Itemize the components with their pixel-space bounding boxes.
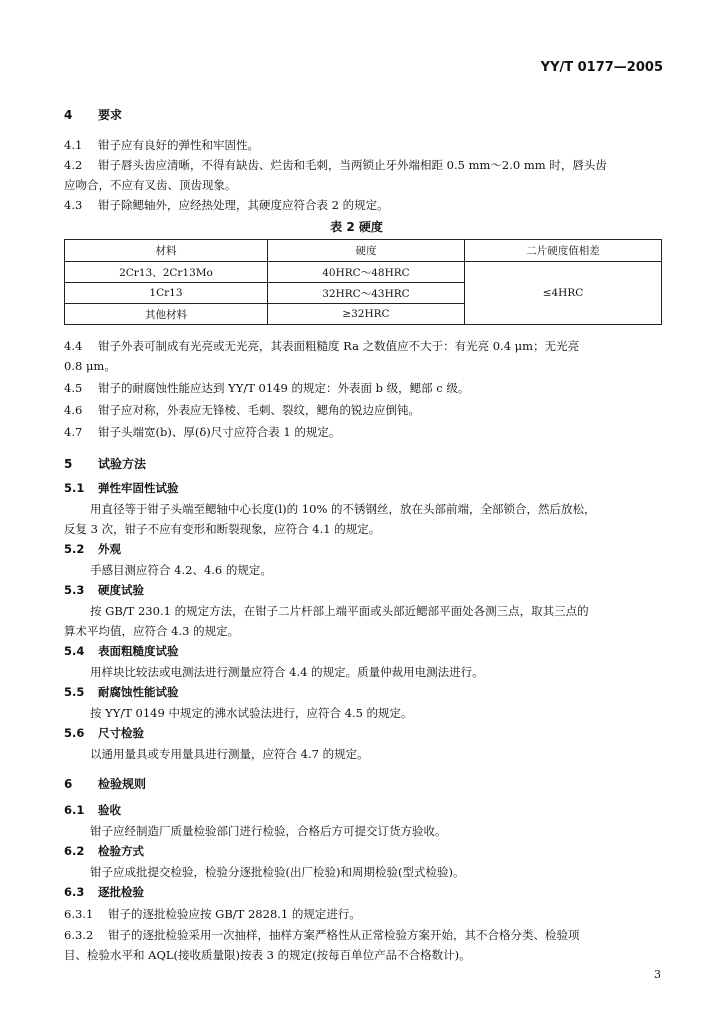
clause-5-2-text: 手感目测应符合 4.2、4.6 的规定。 — [90, 563, 272, 577]
clause-5-3-cont: 算术平均值，应符合 4.3 的规定。 — [64, 624, 240, 638]
section-5-heading: 5 试验方法 — [64, 457, 147, 471]
table-cell: 2Cr13、2Cr13Mo — [65, 262, 268, 283]
clause-5-1-text: 用直径等于钳子头端至鳃轴中心长度(l)的 10% 的不锈钢丝，放在头部前端，全部锁合，然后放松， — [90, 502, 596, 516]
table-header-material: 材料 — [65, 240, 268, 262]
table-2-caption: 表 2 硬度 — [330, 220, 383, 234]
clause-5-1-cont: 反复 3 次，钳子不应有变形和断裂现象，应符合 4.1 的规定。 — [64, 522, 381, 536]
clause-5-5-title: 5.5 耐腐蚀性能试验 — [64, 685, 179, 699]
clause-5-3-title: 5.3 硬度试验 — [64, 583, 144, 597]
clause-5-5-text: 按 YY/T 0149 中规定的沸水试验法进行，应符合 4.5 的规定。 — [90, 706, 413, 720]
hardness-table — [64, 239, 662, 325]
section-6-heading: 6 检验规则 — [64, 777, 147, 791]
clause-4-5: 4.5 钳子的耐腐蚀性能应达到 YY/T 0149 的规定：外表面 b 级，鳃部 c 级。 — [64, 381, 470, 395]
clause-6-1-title: 6.1 验收 — [64, 803, 121, 817]
table-cell-merged: ≤4HRC — [464, 262, 661, 325]
table-header-hardness: 硬度 — [267, 240, 464, 262]
clause-6-3-1: 6.3.1 钳子的逐批检验应按 GB/T 2828.1 的规定进行。 — [64, 907, 361, 921]
clause-5-1-title: 5.1 弹性牢固性试验 — [64, 481, 179, 495]
page-number: 3 — [654, 968, 661, 981]
clause-4-2: 4.2 钳子唇头齿应清晰，不得有缺齿、烂齿和毛刺，当两锁止牙外端相距 0.5 mm～2.0 mm 时，唇头齿 — [64, 158, 607, 172]
clause-5-4-title: 5.4 表面粗糙度试验 — [64, 644, 179, 658]
clause-4-2-cont: 应吻合，不应有叉齿、顶齿现象。 — [64, 178, 237, 192]
clause-6-3-2-cont: 目、检验水平和 AQL(接收质量限)按表 3 的规定(按每百单位产品不合格数计)。 — [64, 948, 471, 962]
clause-6-3-2: 6.3.2 钳子的逐批检验采用一次抽样，抽样方案严格性从正常检验方案开始，其不合格分类、检验项 — [64, 928, 580, 942]
clause-6-2-title: 6.2 检验方式 — [64, 844, 144, 858]
table-cell: ≥32HRC — [267, 304, 464, 325]
clause-5-6-text: 以通用量具或专用量具进行测量，应符合 4.7 的规定。 — [90, 747, 369, 761]
table-cell: 40HRC～48HRC — [267, 262, 464, 283]
clause-4-7: 4.7 钳子头端宽(b)、厚(δ)尺寸应符合表 1 的规定。 — [64, 425, 341, 439]
clause-4-1: 4.1 钳子应有良好的弹性和牢固性。 — [64, 138, 259, 152]
table-row — [65, 262, 662, 283]
section-4-heading: 4 要求 — [64, 108, 123, 122]
clause-4-3: 4.3 钳子除鳃轴外，应经热处理，其硬度应符合表 2 的规定。 — [64, 198, 389, 212]
clause-6-3-title: 6.3 逐批检验 — [64, 885, 144, 899]
clause-4-4: 4.4 钳子外表可制成有光亮或无光亮，其表面粗糙度 Ra 之数值应不大于：有光亮 0.4 μm；无光亮 — [64, 339, 580, 353]
table-cell: 其他材料 — [65, 304, 268, 325]
clause-5-3-text: 按 GB/T 230.1 的规定方法，在钳子二片杆部上端平面或头部近鳃部平面处各测三点，取其三点的 — [90, 604, 589, 618]
table-cell: 32HRC～43HRC — [267, 283, 464, 304]
table-cell: 1Cr13 — [65, 283, 268, 304]
clause-4-6: 4.6 钳子应对称，外表应无锋棱、毛刺、裂纹，鳃角的锐边应倒钝。 — [64, 403, 420, 417]
clause-5-6-title: 5.6 尺寸检验 — [64, 726, 144, 740]
clause-5-2-title: 5.2 外观 — [64, 542, 121, 556]
clause-6-2-text: 钳子应成批提交检验，检验分逐批检验(出厂检验)和周期检验(型式检验)。 — [90, 865, 465, 879]
table-header-difference: 二片硬度值相差 — [464, 240, 661, 262]
clause-6-1-text: 钳子应经制造厂质量检验部门进行检验，合格后方可提交订货方验收。 — [90, 824, 447, 838]
clause-4-4-cont: 0.8 μm。 — [64, 359, 116, 373]
standard-code-header: YY/T 0177—2005 — [540, 60, 663, 75]
clause-5-4-text: 用样块比较法或电测法进行测量应符合 4.4 的规定。质量仲裁用电测法进行。 — [90, 665, 484, 679]
